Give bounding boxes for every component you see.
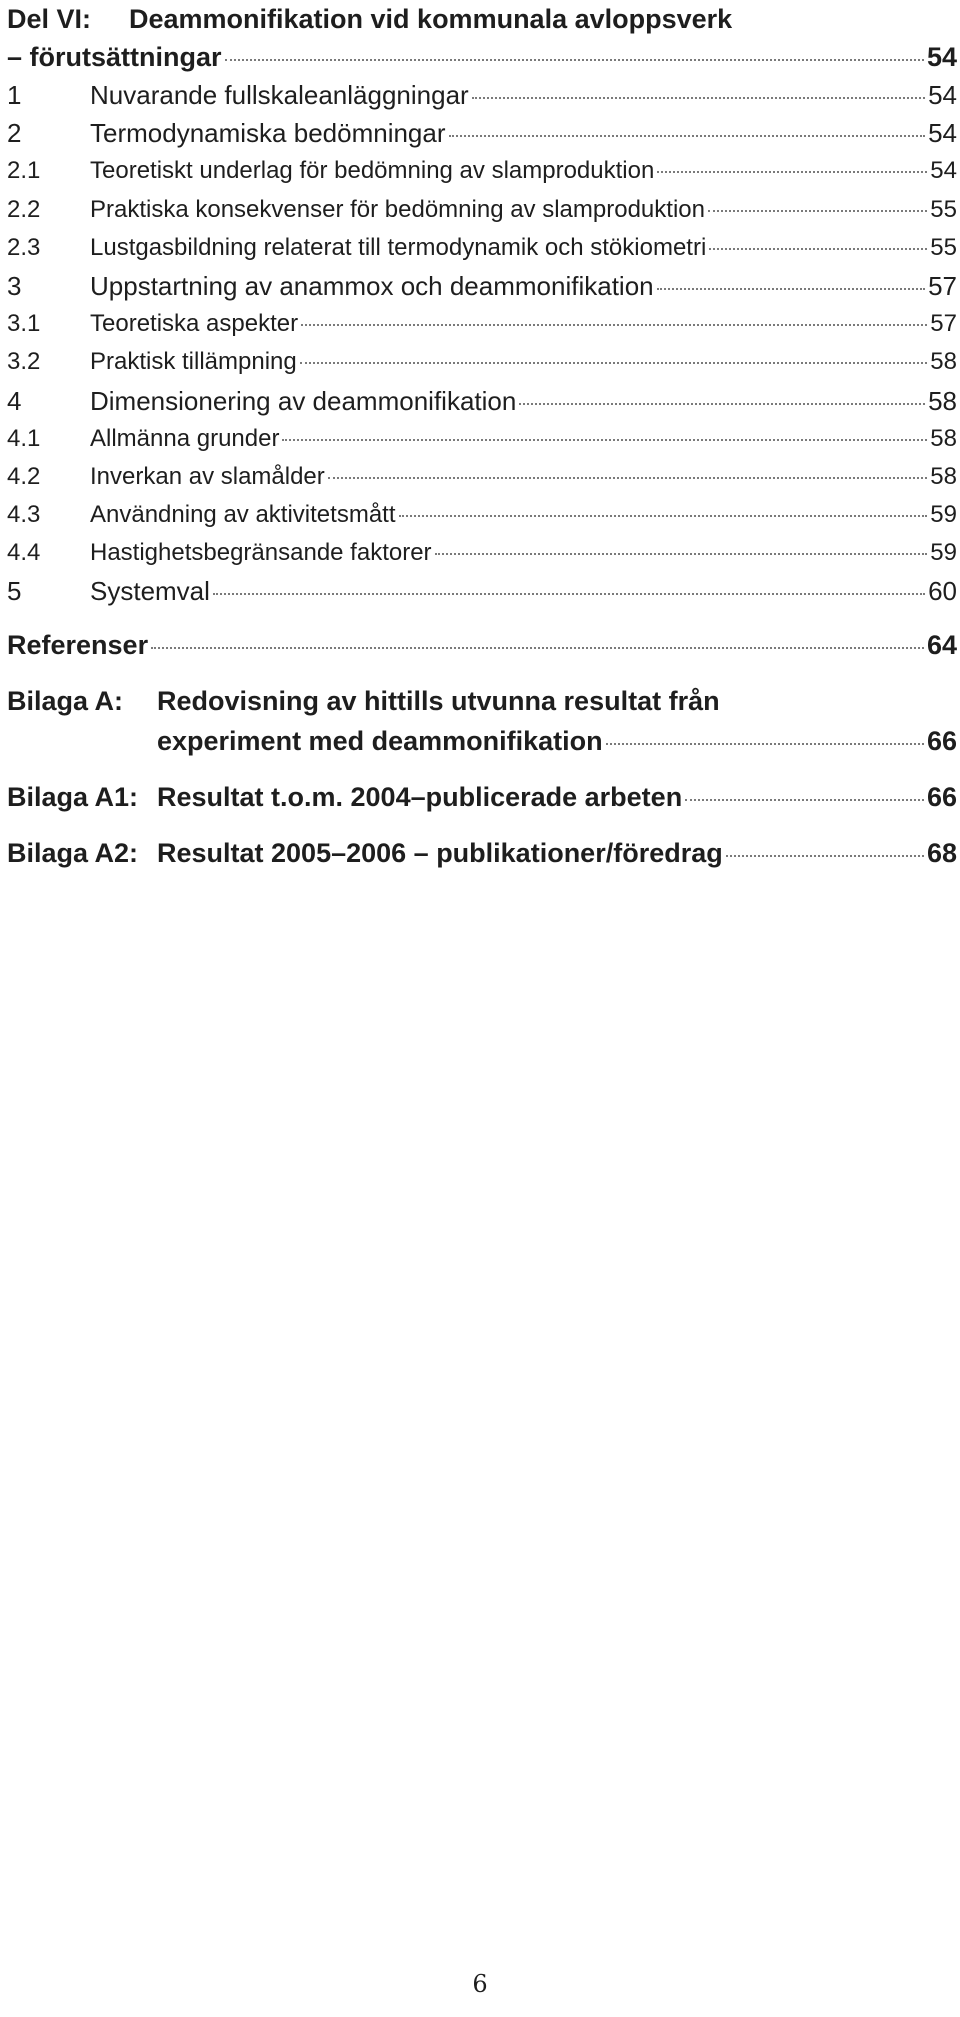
entry-page: 55	[930, 233, 957, 261]
entry-title: Praktisk tillämpning	[90, 348, 297, 376]
dot-leader	[399, 515, 928, 517]
part-page: 54	[926, 42, 957, 72]
entry-title: Allmänna grunder	[90, 424, 280, 452]
toc-entry	[7, 458, 957, 496]
part-title-line2: – förutsättningar	[7, 42, 222, 72]
entry-number: 3.2	[7, 348, 41, 376]
appendix-a1-title: Resultat t.o.m. 2004–publicerade arbeten	[157, 781, 683, 812]
dot-leader	[213, 593, 925, 595]
appendix-a1-label: Bilaga A1:	[7, 781, 139, 812]
entry-title: Teoretiskt underlag för bedömning av slamproduktion	[90, 157, 655, 185]
dot-leader	[435, 553, 928, 555]
table-of-contents	[7, 0, 957, 873]
appendix-a2-page: 68	[926, 837, 957, 868]
appendix-a1-entry	[7, 777, 957, 817]
dot-leader	[657, 171, 927, 173]
dot-leader	[519, 403, 925, 405]
toc-entry	[7, 152, 957, 190]
appendix-a2-label: Bilaga A2:	[7, 837, 139, 868]
appendix-a-page: 66	[926, 725, 957, 756]
entry-title: Dimensionering av deammonifikation	[90, 385, 517, 416]
appendix-a-title-line2: experiment med deammonifikation	[157, 725, 603, 756]
appendix-a2-entry	[7, 833, 957, 873]
appendix-a-label: Bilaga A:	[7, 685, 124, 716]
references-title: Referenser	[7, 629, 149, 660]
toc-entry	[7, 114, 957, 152]
toc-entry	[7, 420, 957, 458]
page-number: 6	[472, 1970, 488, 1998]
entry-page: 57	[930, 310, 957, 338]
entry-page: 55	[930, 195, 957, 223]
dot-leader	[328, 477, 928, 479]
dot-leader	[225, 59, 924, 61]
appendix-a-title-line1: Redovisning av hittills utvunna resultat från	[157, 685, 720, 716]
entry-title: Lustgasbildning relaterat till termodynamik och stökiometri	[90, 233, 707, 261]
entry-title: Hastighetsbegränsande faktorer	[90, 539, 432, 567]
entry-number: 4.1	[7, 424, 41, 452]
part-label: Del VI:	[7, 4, 92, 34]
entry-page: 58	[930, 424, 957, 452]
toc-entry	[7, 343, 957, 381]
entry-number: 4	[7, 385, 22, 416]
entry-page: 59	[930, 501, 957, 529]
entry-number: 4.3	[7, 501, 41, 529]
references-entry	[7, 625, 957, 665]
entry-page: 54	[928, 80, 957, 110]
entry-title: Systemval	[90, 576, 210, 607]
entry-page: 54	[928, 118, 957, 149]
references-page: 64	[926, 629, 957, 660]
appendix-a2-title: Resultat 2005–2006 – publikationer/föredrag	[157, 837, 723, 868]
dot-leader	[657, 288, 925, 290]
dot-leader	[282, 439, 927, 441]
entry-number: 5	[7, 576, 22, 607]
dot-leader	[606, 743, 924, 745]
entry-page: 58	[930, 462, 957, 490]
dot-leader	[301, 324, 927, 326]
entry-title: Nuvarande fullskaleanläggningar	[90, 80, 469, 110]
dot-leader	[685, 799, 924, 801]
entry-page: 59	[930, 539, 957, 567]
entry-page: 57	[928, 270, 957, 301]
entry-page: 54	[930, 157, 957, 185]
part-heading	[7, 0, 957, 38]
part-heading-line2	[7, 38, 957, 76]
toc-entry	[7, 572, 957, 610]
entry-title: Praktiska konsekvenser för bedömning av slamproduktion	[90, 195, 705, 223]
dot-leader	[449, 135, 926, 137]
part-title-line1: Deammonifikation vid kommunala avloppsverk	[129, 4, 733, 34]
appendix-a1-page: 66	[926, 781, 957, 812]
entry-number: 1	[7, 80, 22, 110]
entry-title: Inverkan av slamålder	[90, 462, 325, 490]
entry-number: 3	[7, 270, 22, 301]
entry-number: 4.2	[7, 462, 41, 490]
entry-title: Uppstartning av anammox och deammonifikation	[90, 270, 654, 301]
entry-number: 2.1	[7, 157, 41, 185]
entry-number: 4.4	[7, 539, 41, 567]
appendix-a-entry	[7, 681, 957, 721]
entry-page: 58	[928, 385, 957, 416]
entry-title: Termodynamiska bedömningar	[90, 118, 446, 149]
toc-entry	[7, 229, 957, 267]
toc-entry	[7, 305, 957, 343]
toc-entry	[7, 76, 957, 114]
entry-number: 2.2	[7, 195, 41, 223]
entry-number: 3.1	[7, 310, 41, 338]
entry-page: 58	[930, 348, 957, 376]
dot-leader	[151, 647, 924, 649]
entry-title: Teoretiska aspekter	[90, 310, 299, 338]
dot-leader	[709, 248, 927, 250]
entry-number: 2	[7, 118, 22, 149]
toc-entry	[7, 267, 957, 305]
toc-entry	[7, 534, 957, 572]
toc-entry	[7, 382, 957, 420]
entry-title: Användning av aktivitetsmått	[90, 501, 396, 529]
entry-number: 2.3	[7, 233, 41, 261]
dot-leader	[726, 855, 924, 857]
entry-page: 60	[928, 576, 957, 607]
dot-leader	[300, 362, 928, 364]
toc-entry	[7, 191, 957, 229]
dot-leader	[708, 210, 927, 212]
dot-leader	[472, 97, 925, 99]
toc-entry	[7, 496, 957, 534]
appendix-a-line2	[7, 721, 957, 761]
